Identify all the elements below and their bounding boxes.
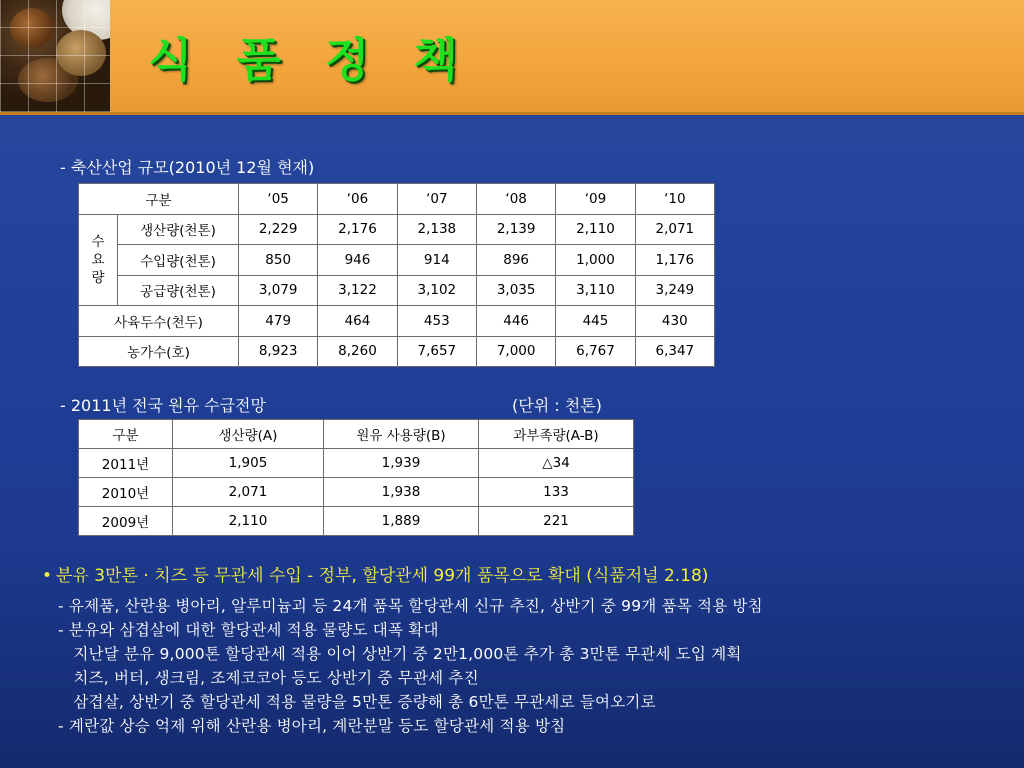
table-cell: 2,110: [173, 507, 324, 536]
table-cell: 914: [397, 245, 476, 276]
header-cell: 구분: [79, 184, 239, 215]
table-header-row: [79, 184, 715, 215]
table-cell: 2,071: [635, 214, 714, 245]
table-cell: 2010년: [79, 478, 173, 507]
header-cell: ‘07: [397, 184, 476, 215]
header-cell: 원유 사용량(B): [324, 420, 479, 449]
table-cell: 896: [476, 245, 555, 276]
slide-title: 식 품 정 책: [148, 33, 472, 87]
detail-line: - 유제품, 산란용 병아리, 알루미늄괴 등 24개 품목 할당관세 신규 추진, 상반기 중 99개 품목 적용 방침: [58, 597, 763, 615]
table-header-row: [79, 420, 634, 449]
table-row: [79, 245, 715, 276]
header-cell: 과부족량(A-B): [479, 420, 634, 449]
row-label: 농가수(호): [79, 336, 239, 367]
table-cell: 6,347: [635, 336, 714, 367]
table-cell: 446: [476, 306, 555, 337]
detail-line: 삼겹살, 상반기 중 할당관세 적용 물량을 5만톤 증량해 총 6만톤 무관세로 들여오기로: [58, 693, 656, 711]
table-cell: 3,110: [556, 275, 635, 306]
header-cell: 구분: [79, 420, 173, 449]
table-row: [79, 306, 715, 337]
section2-heading: - 2011년 전국 원유 수급전망: [60, 396, 266, 415]
header-cell: ‘09: [556, 184, 635, 215]
table-cell: 1,176: [635, 245, 714, 276]
table-cell: 2,138: [397, 214, 476, 245]
table-cell: 221: [479, 507, 634, 536]
table-cell: 3,102: [397, 275, 476, 306]
table-cell: 3,079: [239, 275, 318, 306]
table-cell: 8,260: [318, 336, 397, 367]
table-row: [79, 214, 715, 245]
row-label: 수입량(천톤): [118, 245, 239, 276]
table-row: [79, 478, 634, 507]
news-bullet: [42, 561, 708, 586]
group-label: 수 요 량: [91, 233, 105, 286]
header-cell: ‘08: [476, 184, 555, 215]
table-cell: 946: [318, 245, 397, 276]
table-cell: 1,000: [556, 245, 635, 276]
table-cell: 3,249: [635, 275, 714, 306]
table-cell: 2,110: [556, 214, 635, 245]
row-label: 생산량(천톤): [118, 214, 239, 245]
table-cell: 7,000: [476, 336, 555, 367]
row-label: 공급량(천톤): [118, 275, 239, 306]
header-cell: ‘06: [318, 184, 397, 215]
bullet-text: 분유 3만톤 · 치즈 등 무관세 수입 - 정부, 할당관세 99개 품목으로 확대 (식품저널 2.18): [56, 566, 709, 586]
table-row: [79, 336, 715, 367]
table-cell: △34: [479, 449, 634, 478]
table-cell: 1,938: [324, 478, 479, 507]
detail-line: - 분유와 삼겹살에 대한 할당관세 적용 물량도 대폭 확대: [58, 621, 439, 639]
group-label-cell: [79, 214, 118, 306]
food-photo: [0, 0, 110, 112]
livestock-industry-table: [78, 183, 715, 367]
table-row: [79, 449, 634, 478]
header-cell: ‘05: [239, 184, 318, 215]
detail-line: 지난달 분유 9,000톤 할당관세 적용 이어 상반기 중 2만1,000톤 추가 총 3만톤 무관세 도입 계획: [58, 645, 742, 663]
table-cell: 1,889: [324, 507, 479, 536]
table-cell: 1,905: [173, 449, 324, 478]
table-cell: 2,139: [476, 214, 555, 245]
milk-supply-table: [78, 419, 634, 536]
table-cell: 7,657: [397, 336, 476, 367]
table-cell: 3,035: [476, 275, 555, 306]
table-cell: 430: [635, 306, 714, 337]
header-cell: 생산량(A): [173, 420, 324, 449]
table-cell: 8,923: [239, 336, 318, 367]
table-cell: 3,122: [318, 275, 397, 306]
table-cell: 850: [239, 245, 318, 276]
table-cell: 2009년: [79, 507, 173, 536]
table-cell: 464: [318, 306, 397, 337]
table-cell: 6,767: [556, 336, 635, 367]
table-cell: 445: [556, 306, 635, 337]
section1-heading: - 축산산업 규모(2010년 12월 현재): [60, 158, 315, 177]
table-cell: 479: [239, 306, 318, 337]
table-row: [79, 275, 715, 306]
unit-label: (단위 : 천톤): [512, 396, 602, 415]
table-cell: 133: [479, 478, 634, 507]
table-row: [79, 507, 634, 536]
table-cell: 2,176: [318, 214, 397, 245]
detail-line: 치즈, 버터, 생크림, 조제코코아 등도 상반기 중 무관세 추진: [58, 669, 479, 687]
title-banner: [0, 0, 1024, 115]
table-cell: 1,939: [324, 449, 479, 478]
table-cell: 2,071: [173, 478, 324, 507]
bullet-marker: •: [42, 566, 53, 586]
table-cell: 453: [397, 306, 476, 337]
table-cell: 2,229: [239, 214, 318, 245]
detail-line: - 계란값 상승 억제 위해 산란용 병아리, 계란분말 등도 할당관세 적용 방침: [58, 717, 566, 735]
header-cell: ‘10: [635, 184, 714, 215]
table-cell: 2011년: [79, 449, 173, 478]
row-label: 사육두수(천두): [79, 306, 239, 337]
